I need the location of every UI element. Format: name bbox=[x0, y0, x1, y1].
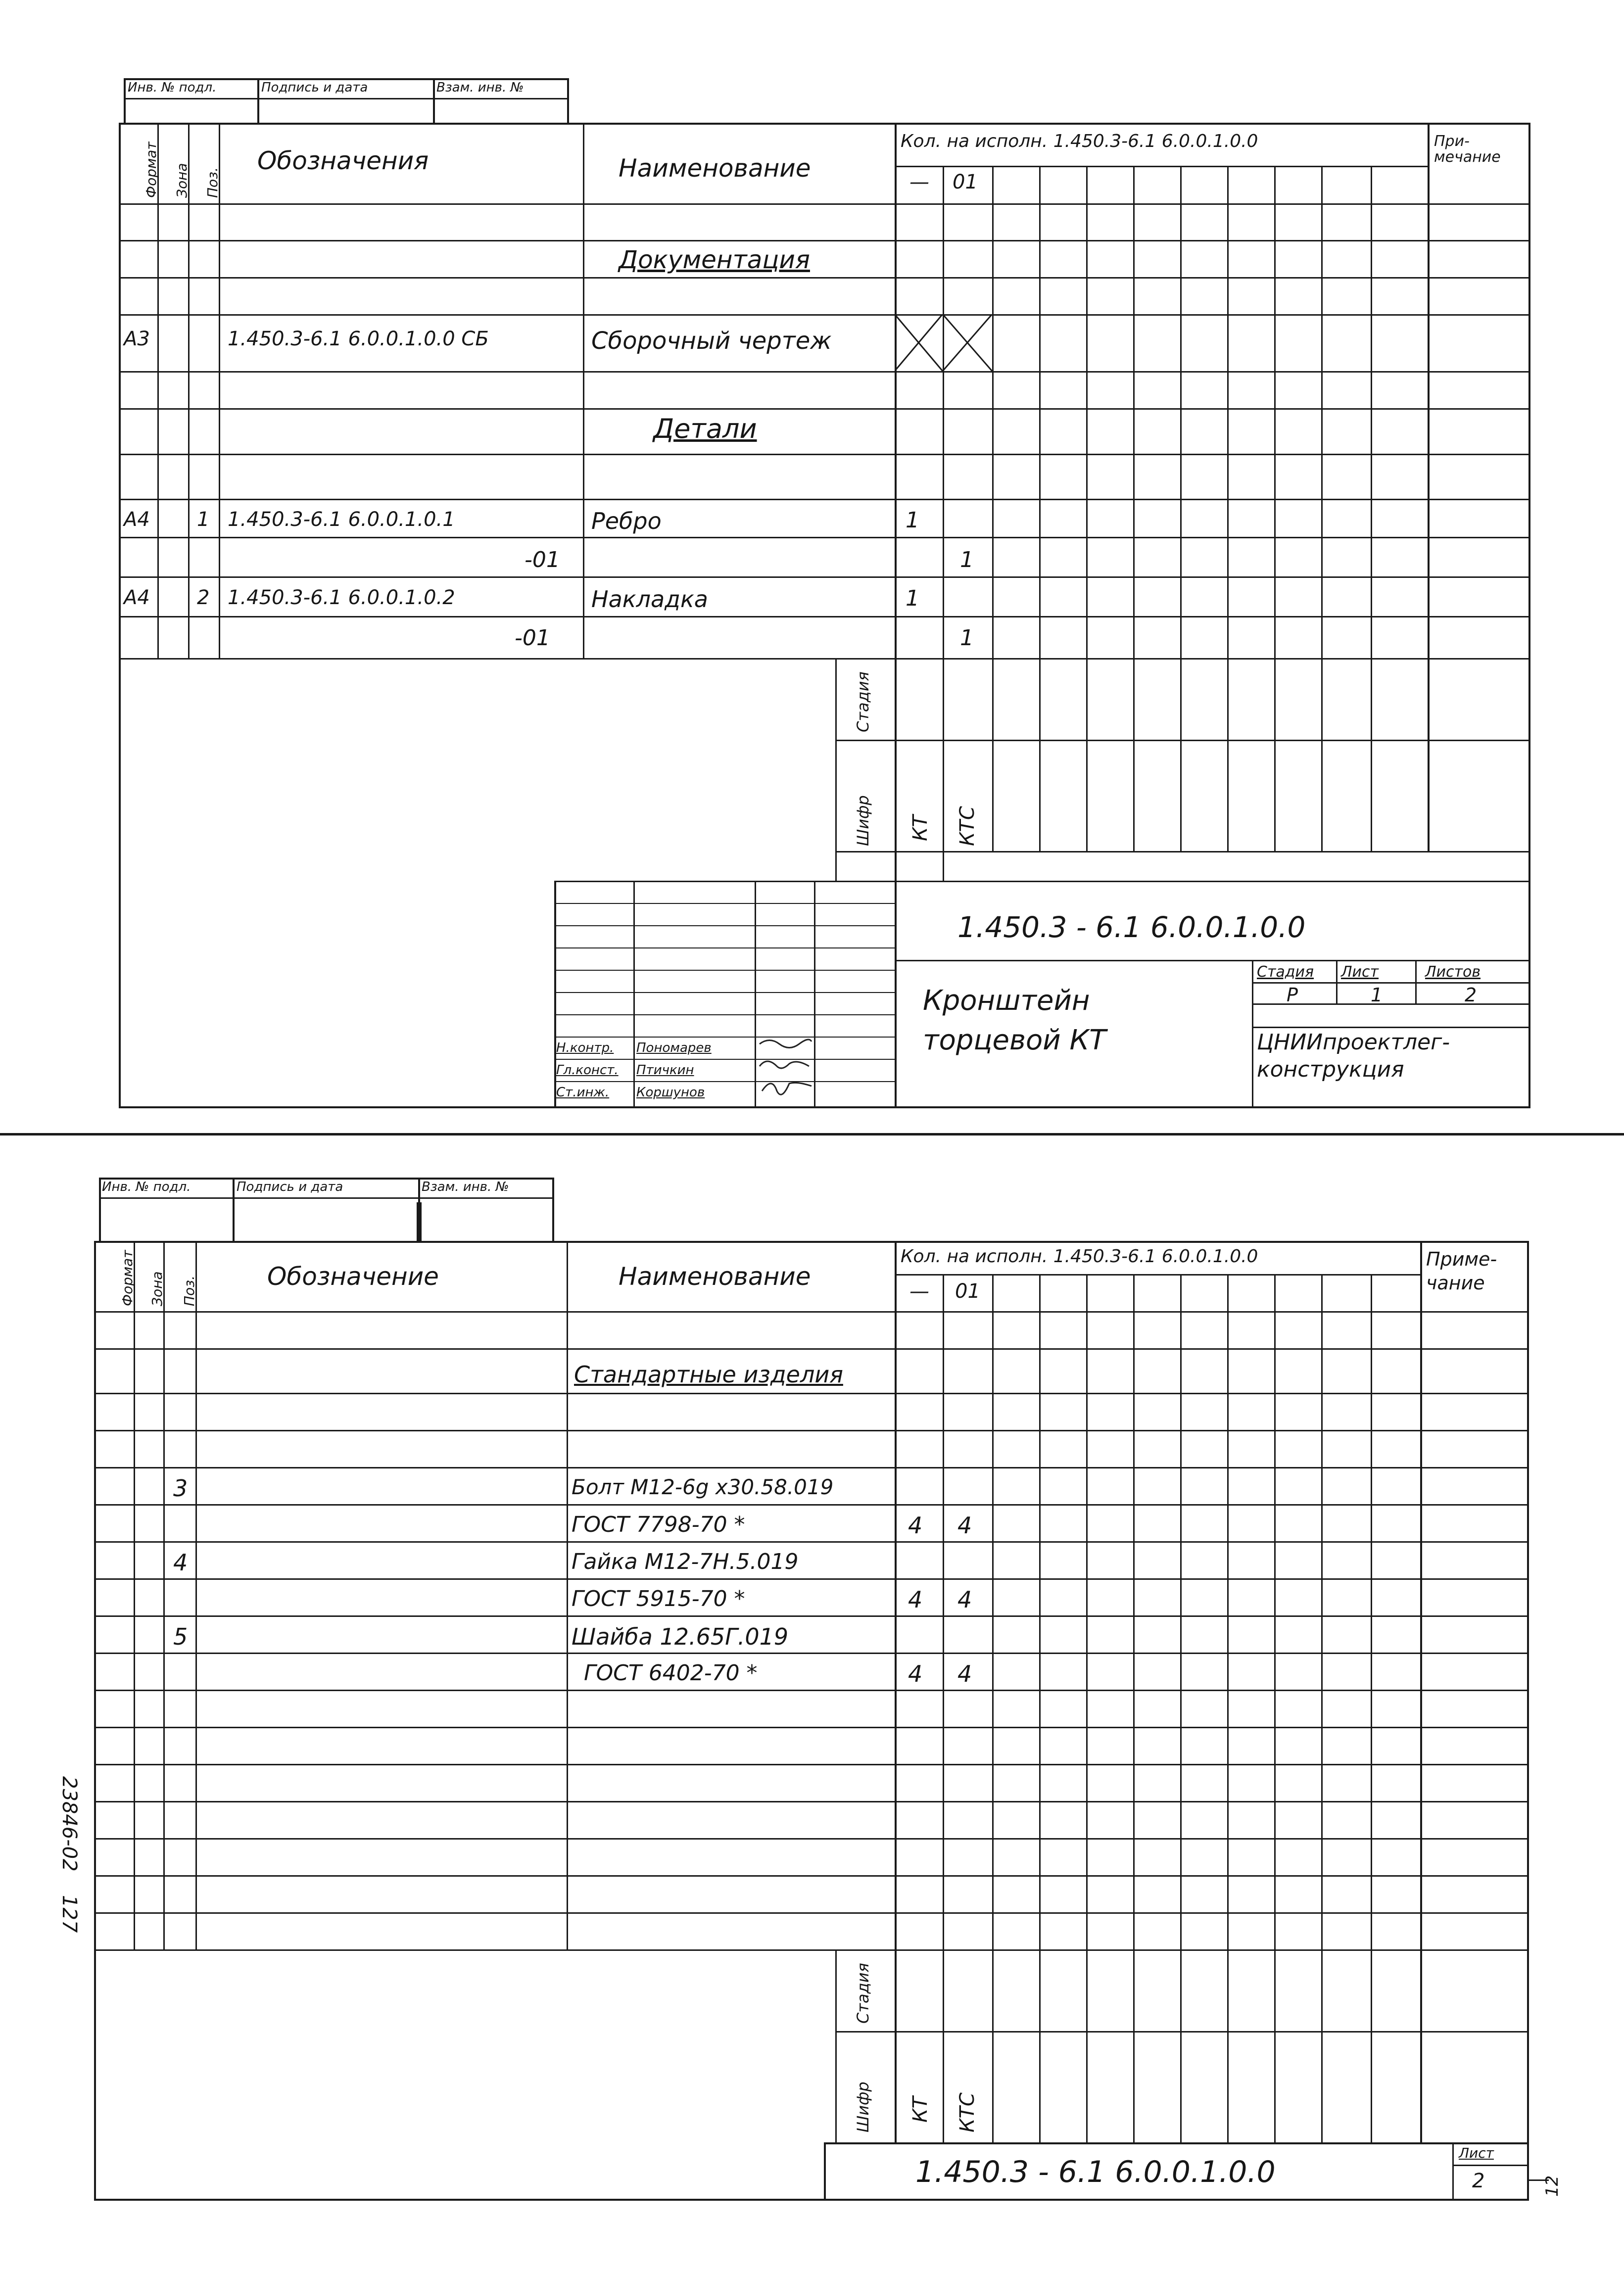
s2-col-name-header: Наименование bbox=[619, 1262, 811, 1291]
col-name-header: Наименование bbox=[619, 154, 811, 183]
s2-row3-pos: 4 bbox=[173, 1549, 188, 1576]
signer-2-role: Гл.конст. bbox=[556, 1063, 619, 1078]
col-note-header: При-мечание bbox=[1434, 133, 1501, 166]
s2-row4-q2: 4 bbox=[957, 1586, 972, 1613]
s2-col-zone-header: Зона bbox=[149, 1271, 165, 1306]
s2-row1-name: Болт М12-6g х30.58.019 bbox=[572, 1475, 834, 1499]
s2-col-designation-header: Обозначение bbox=[267, 1262, 439, 1291]
s2-col-pos-header: Поз. bbox=[181, 1276, 197, 1306]
s2-row2-q1: 4 bbox=[908, 1512, 923, 1539]
s2-sheet-value: 2 bbox=[1472, 2170, 1485, 2192]
sheet-head: Лист bbox=[1341, 963, 1379, 981]
signer-3-role: Ст.инж. bbox=[556, 1085, 610, 1100]
row4-q2: 1 bbox=[960, 625, 974, 651]
stamp2-label-inv: Инв. № подл. bbox=[102, 1180, 191, 1194]
s2-cipher-1: КТ bbox=[909, 2096, 932, 2123]
s2-cipher-2: КТС bbox=[956, 2092, 979, 2132]
s2-sheet-head: Лист bbox=[1459, 2145, 1494, 2161]
row3-designation: 1.450.3-6.1 6.0.0.1.0.2 bbox=[228, 586, 455, 609]
s2-doc-number: 1.450.3 - 6.1 6.0.0.1.0.0 bbox=[915, 2155, 1276, 2189]
s2-col-note-header: Приме-чание bbox=[1426, 1248, 1497, 1294]
stamp-label-inv: Инв. № подл. bbox=[128, 80, 217, 95]
signer-2-name: Птичкин bbox=[636, 1063, 694, 1078]
title-line-2: торцевой КТ bbox=[923, 1024, 1106, 1056]
stage-head: Стадия bbox=[1257, 963, 1314, 981]
s2-row2-name: ГОСТ 7798-70 * bbox=[572, 1512, 745, 1537]
section-documentation: Документация bbox=[619, 245, 810, 274]
s2-col-qty-2: 01 bbox=[955, 1280, 980, 1303]
row3-name: Накладка bbox=[591, 586, 708, 613]
row4-designation: -01 bbox=[515, 625, 550, 651]
col-format-header: Формат bbox=[143, 142, 159, 198]
row1-name: Ребро bbox=[591, 508, 662, 534]
row1-pos: 1 bbox=[197, 508, 210, 531]
row2-q2: 1 bbox=[960, 547, 974, 572]
cipher-label: Шифр bbox=[854, 795, 872, 846]
col-pos-header: Поз. bbox=[204, 167, 221, 198]
s2-row5-pos: 5 bbox=[173, 1623, 188, 1650]
stamp-label-replace: Взам. инв. № bbox=[436, 80, 524, 95]
section-standard-items: Стандартные изделия bbox=[574, 1361, 843, 1388]
row3-format: А4 bbox=[124, 586, 150, 609]
row1-q1: 1 bbox=[906, 508, 919, 533]
row2-designation: -01 bbox=[525, 547, 560, 572]
stamp2-label-sign: Подпись и дата bbox=[237, 1180, 343, 1194]
s2-row4-name: ГОСТ 5915-70 * bbox=[572, 1586, 745, 1611]
signer-3-name: Коршунов bbox=[636, 1085, 705, 1100]
s2-col-qty-1: — bbox=[909, 1280, 929, 1303]
side-page: 127 bbox=[58, 1895, 81, 1933]
s2-row6-name: ГОСТ 6402-70 * bbox=[584, 1660, 758, 1686]
doc-designation: 1.450.3-6.1 6.0.0.1.0.0 СБ bbox=[228, 328, 489, 350]
col-qty-header: Кол. на исполн. 1.450.3-6.1 6.0.0.1.0.0 bbox=[901, 131, 1258, 151]
signer-1-role: Н.контр. bbox=[556, 1041, 614, 1055]
sheets-head: Листов bbox=[1425, 963, 1481, 981]
sheets-value: 2 bbox=[1465, 984, 1477, 1006]
org-line-2: конструкция bbox=[1257, 1057, 1404, 1082]
s2-col-format-header: Формат bbox=[119, 1250, 136, 1306]
signature-marks bbox=[757, 1034, 814, 1106]
row3-pos: 2 bbox=[197, 586, 210, 609]
row1-designation: 1.450.3-6.1 6.0.0.1.0.1 bbox=[228, 508, 455, 531]
s2-stage-label: Стадия bbox=[854, 1963, 872, 2024]
signer-1-name: Пономарев bbox=[636, 1041, 712, 1055]
sheet-separator bbox=[0, 1133, 1624, 1136]
corner-number: 12 bbox=[1542, 2175, 1562, 2197]
doc-format: А3 bbox=[124, 328, 150, 350]
row1-format: А4 bbox=[124, 508, 150, 531]
col-designation-header: Обозначения bbox=[257, 146, 429, 175]
s2-row1-pos: 3 bbox=[173, 1475, 188, 1502]
s2-row6-q2: 4 bbox=[957, 1660, 972, 1687]
side-code: 23846-02 bbox=[58, 1776, 81, 1872]
doc-number: 1.450.3 - 6.1 6.0.0.1.0.0 bbox=[957, 910, 1306, 944]
col-qty-2: 01 bbox=[953, 171, 978, 193]
doc-name: Сборочный чертеж bbox=[591, 327, 832, 355]
cipher-1: КТ bbox=[909, 815, 932, 841]
stage-value: Р bbox=[1287, 984, 1298, 1006]
row3-q1: 1 bbox=[906, 586, 919, 611]
stamp2-label-replace: Взам. инв. № bbox=[422, 1180, 509, 1194]
col-zone-header: Зона bbox=[174, 163, 190, 198]
crossed-cells bbox=[895, 314, 992, 371]
s2-cipher-label: Шифр bbox=[854, 2082, 872, 2132]
s2-row2-q2: 4 bbox=[957, 1512, 972, 1539]
s2-col-qty-header: Кол. на исполн. 1.450.3-6.1 6.0.0.1.0.0 bbox=[901, 1246, 1258, 1267]
s2-row5-name: Шайба 12.65Г.019 bbox=[572, 1623, 789, 1650]
col-qty-1: — bbox=[909, 171, 929, 193]
s2-row6-q1: 4 bbox=[908, 1660, 923, 1687]
s2-row3-name: Гайка М12-7Н.5.019 bbox=[572, 1549, 799, 1574]
cipher-2: КТС bbox=[956, 806, 979, 846]
stage-label: Стадия bbox=[854, 671, 872, 732]
s2-row4-q1: 4 bbox=[908, 1586, 923, 1613]
stamp-label-sign: Подпись и дата bbox=[261, 80, 368, 95]
org-line-1: ЦНИИпроектлег- bbox=[1257, 1030, 1450, 1055]
title-line-1: Кронштейн bbox=[923, 985, 1090, 1017]
section-parts: Детали bbox=[653, 413, 757, 444]
sheet-value: 1 bbox=[1371, 984, 1383, 1006]
